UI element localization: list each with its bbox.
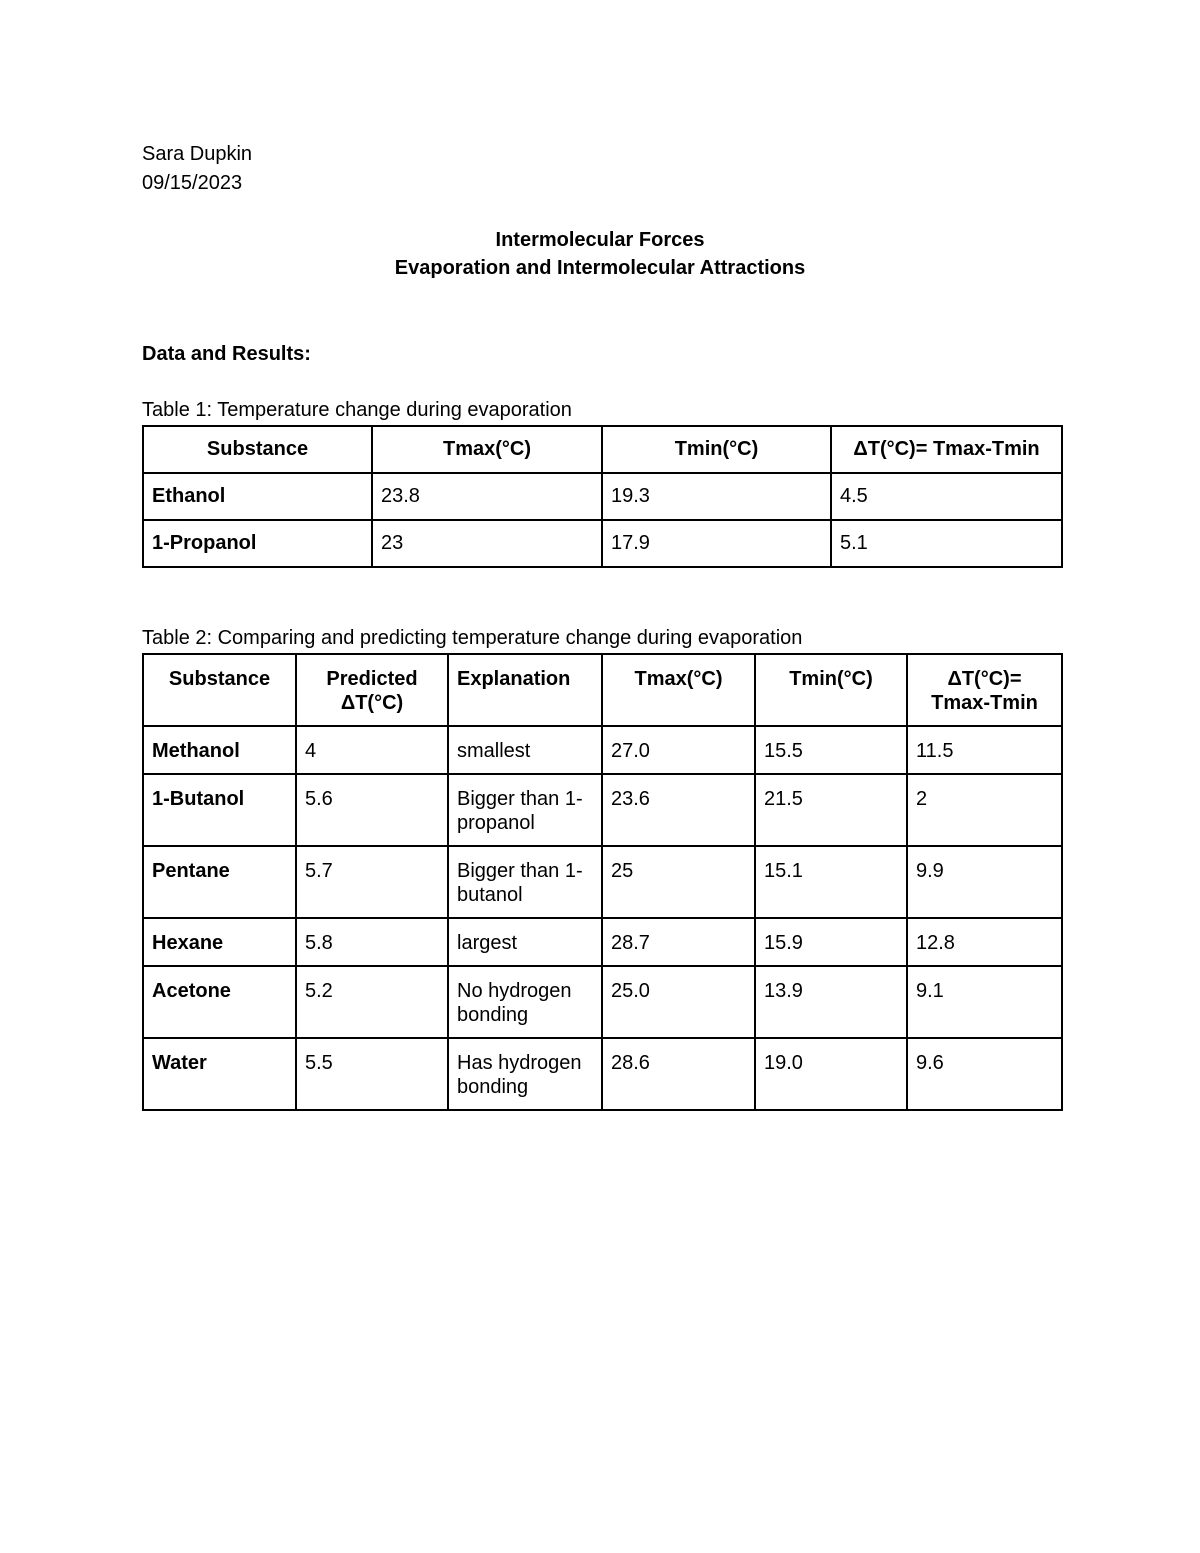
table2-cell: 15.1 xyxy=(755,846,907,918)
document-title: Intermolecular Forces xyxy=(495,229,705,251)
table2-cell: Hexane xyxy=(143,918,296,966)
table2-cell: Has hydrogen bonding xyxy=(448,1038,602,1110)
document-date: 09/15/2023 xyxy=(142,172,243,194)
table2-header: Substance xyxy=(143,654,296,726)
table2-cell: 9.9 xyxy=(907,846,1062,918)
table2-cell: 1-Butanol xyxy=(143,774,296,846)
table1-header: Tmax(°C) xyxy=(372,426,602,473)
table1-caption: Table 1: Temperature change during evaporation xyxy=(142,399,572,421)
table1-cell: 4.5 xyxy=(831,473,1062,520)
table2-caption: Table 2: Comparing and predicting temperature change during evaporation xyxy=(142,627,803,649)
table2-header: Tmax(°C) xyxy=(602,654,755,726)
table1-cell: Ethanol xyxy=(143,473,372,520)
table1-header: Substance xyxy=(143,426,372,473)
table2-cell: 4 xyxy=(296,726,448,774)
table1 xyxy=(142,425,1063,568)
table2-cell: Water xyxy=(143,1038,296,1110)
table2-cell: 27.0 xyxy=(602,726,755,774)
table2-header: ΔT(°C)= Tmax-Tmin xyxy=(907,654,1062,726)
table-row xyxy=(143,774,1062,846)
table1-cell: 5.1 xyxy=(831,520,1062,567)
table2-cell: 25 xyxy=(602,846,755,918)
table-row xyxy=(143,473,1062,520)
table2-cell: 25.0 xyxy=(602,966,755,1038)
document-subtitle: Evaporation and Intermolecular Attractions xyxy=(394,257,806,279)
table2-cell: 15.5 xyxy=(755,726,907,774)
table2-cell: 12.8 xyxy=(907,918,1062,966)
table2-cell: 28.6 xyxy=(602,1038,755,1110)
table2-cell: 9.6 xyxy=(907,1038,1062,1110)
table2-cell: 5.8 xyxy=(296,918,448,966)
table2-header-row xyxy=(143,654,1062,726)
table2 xyxy=(142,653,1063,1111)
table-row xyxy=(143,726,1062,774)
table1-cell: 1-Propanol xyxy=(143,520,372,567)
table2-cell: 5.7 xyxy=(296,846,448,918)
table2-cell: 5.6 xyxy=(296,774,448,846)
table2-cell: Acetone xyxy=(143,966,296,1038)
table2-cell: 13.9 xyxy=(755,966,907,1038)
table2-cell: 15.9 xyxy=(755,918,907,966)
table2-cell: Pentane xyxy=(143,846,296,918)
table1-cell: 23.8 xyxy=(372,473,602,520)
table2-cell: No hydrogen bonding xyxy=(448,966,602,1038)
table2-cell: 19.0 xyxy=(755,1038,907,1110)
table2-cell: smallest xyxy=(448,726,602,774)
table2-cell: 11.5 xyxy=(907,726,1062,774)
table1-cell: 19.3 xyxy=(602,473,831,520)
table2-cell: Methanol xyxy=(143,726,296,774)
table2-cell: largest xyxy=(448,918,602,966)
table2-cell: Bigger than 1-butanol xyxy=(448,846,602,918)
table-row xyxy=(143,520,1062,567)
table2-header: Explanation xyxy=(448,654,602,726)
table1-header: ΔT(°C)= Tmax-Tmin xyxy=(831,426,1062,473)
table-row xyxy=(143,846,1062,918)
author-name: Sara Dupkin xyxy=(142,143,253,165)
table2-cell: 21.5 xyxy=(755,774,907,846)
table2-cell: 5.2 xyxy=(296,966,448,1038)
table-row xyxy=(143,918,1062,966)
table-row xyxy=(143,1038,1062,1110)
table2-cell: 28.7 xyxy=(602,918,755,966)
table2-header: Tmin(°C) xyxy=(755,654,907,726)
table1-header-row xyxy=(143,426,1062,473)
table2-cell: 9.1 xyxy=(907,966,1062,1038)
table-row xyxy=(143,966,1062,1038)
table2-cell: 2 xyxy=(907,774,1062,846)
table2-header: Predicted ΔT(°C) xyxy=(296,654,448,726)
table1-cell: 23 xyxy=(372,520,602,567)
table2-cell: 23.6 xyxy=(602,774,755,846)
table2-cell: 5.5 xyxy=(296,1038,448,1110)
table1-header: Tmin(°C) xyxy=(602,426,831,473)
table2-cell: Bigger than 1-propanol xyxy=(448,774,602,846)
section-heading: Data and Results: xyxy=(142,343,311,365)
table1-cell: 17.9 xyxy=(602,520,831,567)
